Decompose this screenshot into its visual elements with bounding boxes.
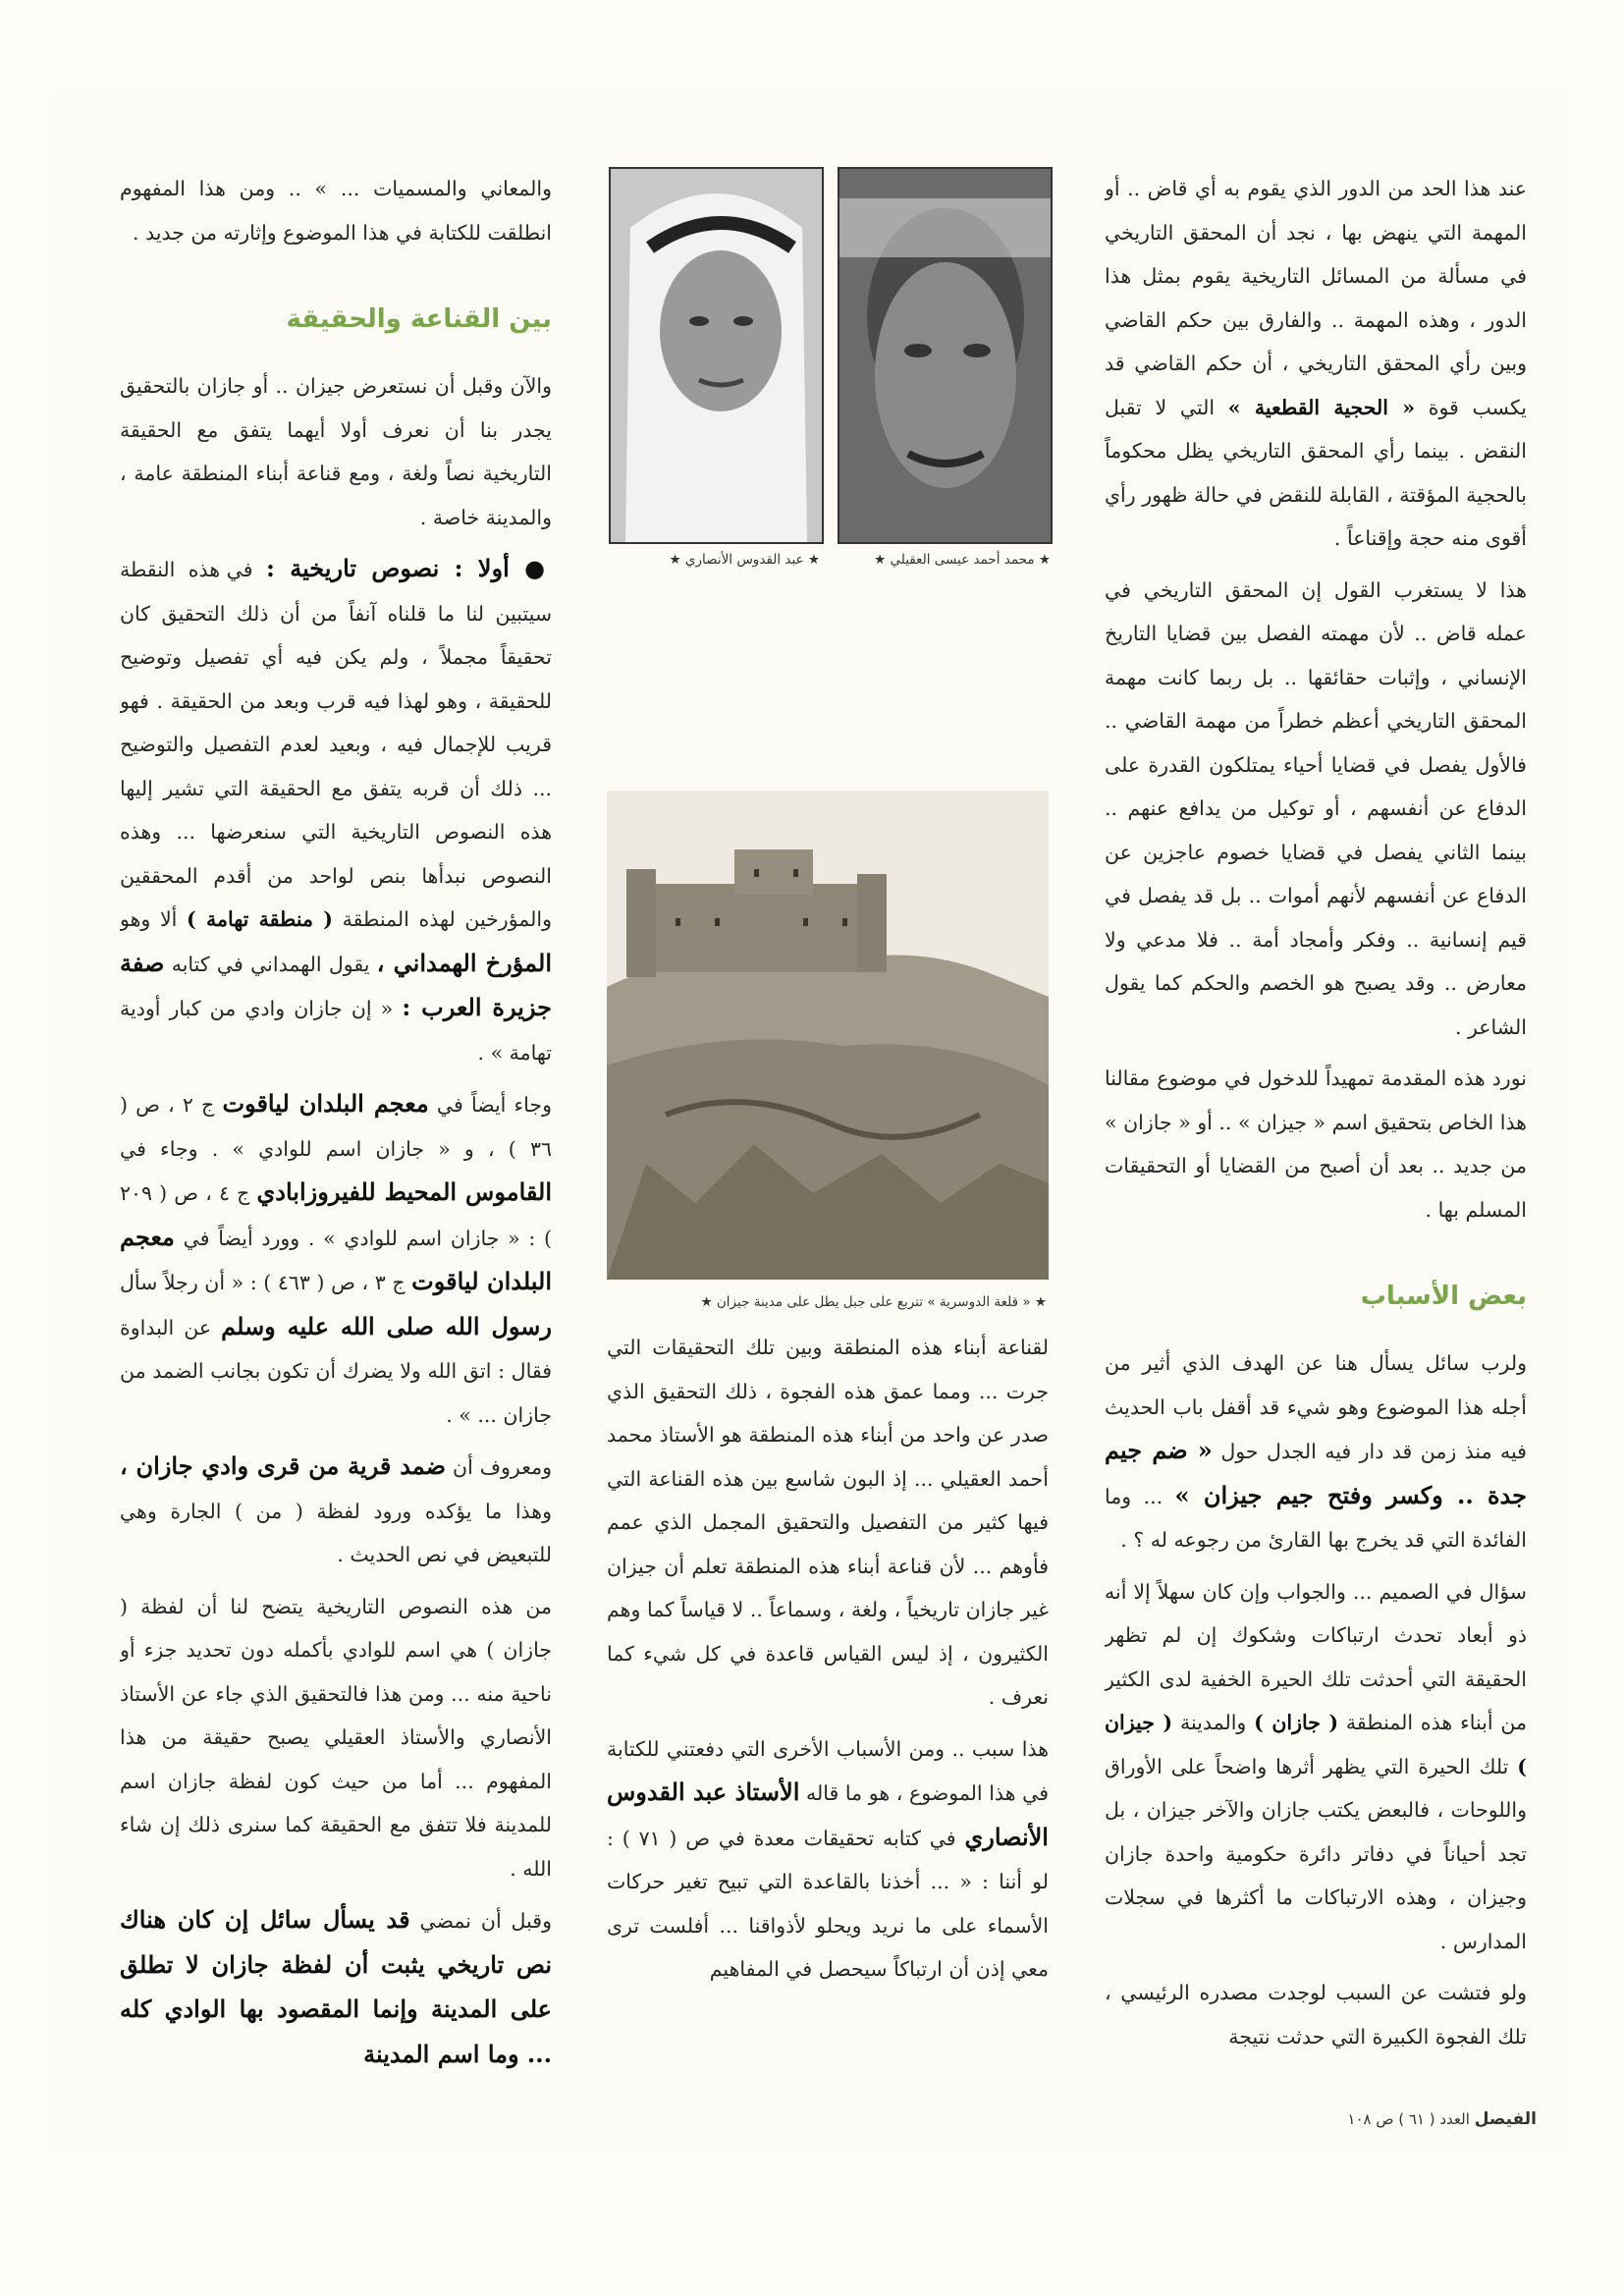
- portrait-photo-aqili: [838, 167, 1053, 544]
- castle-photo: [607, 791, 1049, 1280]
- paragraph: ومعروف أن ضمد قرية من قرى وادي جازان ، وهذا ما يؤكده ورود لفظة ( من ) الجارة وهي للتبعيض في نص الحديث .: [120, 1451, 552, 1566]
- section-heading: بعض الأسباب: [1360, 1282, 1527, 1311]
- portrait-image: [611, 169, 822, 542]
- paragraph: عند هذا الحد من الدور الذي يقوم به أي قاض .. أو المهمة التي ينهض بها ، نجد أن المحقق التاريخي في مسألة من المسائل التاريخية يقوم بمثل هذا الدور ، وهذه المهمة .. والفارق بين حكم القاضي وبين رأي المحقق التاريخي ، أن حكم القاضي قد يكسب قوة « الحجية القطعية » التي لا تقبل النقض . بينما رأي المحقق التاريخي يظل محكوماً بالحجية المؤقتة ، القابلة للنقض في حالة ظهور رأي أقوى منه حجة وإقناعاً .: [1105, 177, 1527, 550]
- paragraph: لقناعة أبناء هذه المنطقة وبين تلك التحقيقات التي جرت ... ومما عمق هذه الفجوة ، ذلك التحقيق الذي صدر عن واحد من أبناء هذه المنطقة هو الأستاذ محمد أحمد العقيلي ... إذ البون شاسع بين هذه القناعة التي فيها كثير من التفصيل والتحقيق المجمل الذي عمم فأوهم ... لأن قناعة أبناء هذه المنطقة تعلم أن جيزان غير جازان تاريخياً ، ولغة ، وسماعاً .. لا قياساً كما وهم الكثيرون ، إذ ليس القياس قاعدة في كل شيء كما نعرف .: [607, 1336, 1049, 1709]
- paragraph: نورد هذه المقدمة تمهيداً للدخول في موضوع مقالنا هذا الخاص بتحقيق اسم « جيزان » .. أو « جازان » من جديد .. بعد أن أصبح من القضايا أو التحقيقات المسلم بها .: [1105, 1066, 1527, 1222]
- castle-image: [607, 791, 1049, 1280]
- caption-photo-aqili: ★ محمد أحمد عيسى العقيلي ★: [874, 552, 1051, 568]
- article-column-right: [1105, 167, 1527, 2092]
- paragraph: من هذه النصوص التاريخية يتضح لنا أن لفظة ( جازان ) هي اسم للوادي بأكمله دون تحديد جزء أو ناحية منه ... ومن هذا فالتحقيق الذي جاء عن الأستاذ الأنصاري والأستاذ العقيلي يصبح حقيقة من هذا المفهوم ... أما من حيث كون لفظة جازان اسم للمدينة فلا تتفق مع الحقيقة كما سنرى ذلك إن شاء الله .: [120, 1594, 552, 1881]
- paragraph: وقبل أن نمضي قد يسأل سائل إن كان هناك نص تاريخي يثبت أن لفظة جازان لا تطلق على المدينة وإنما المقصود بها الوادي كله ... وما اسم المدينة: [120, 1905, 552, 2068]
- section-heading: بين القناعة والحقيقة: [286, 304, 552, 334]
- issue-page-number: العدد ( ٦١ ) ص ١٠٨: [1347, 2110, 1470, 2128]
- paragraph: ولرب سائل يسأل هنا عن الهدف الذي أثير من أجله هذا الموضوع وهو شيء قد أقفل باب الحديث فيه منذ زمن قد دار فيه الجدل حول « ضم جيم جدة .. وكسر وفتح جيم جيزان » ... وما الفائدة التي قد يخرج بها القارئ من رجوعه له ؟ .: [1105, 1351, 1527, 1552]
- paragraph: ● أولا : نصوص تاريخية : في هذه النقطة سيتبين لنا ما قلناه آنفاً من أن ذلك التحقيق كان تحقيقاً مجملاً ، ولم يكن فيه أي تفصيل وتوضيح للحقيقة ، وهو لهذا فيه قرب وبعد من الحقيقة . فهو قريب للإجمال فيه ، وبعيد لعدم التفصيل والتوضيح ... ذلك أن قربه يتفق مع الحقيقة التي تشير إليها هذه النصوص التاريخية التي سنعرضها ... وهذه النصوص نبدأها بنص لواحد من أقدم المحققين والمؤرخين لهذه المنطقة ( منطقة تهامة ) ألا وهو المؤرخ الهمداني ، يقول الهمداني في كتابه صفة جزيرة العرب : « إن جازان وادي من كبار أودية تهامة » .: [120, 554, 552, 1065]
- magazine-logo-text: الفيصل: [1474, 2109, 1537, 2129]
- paragraph: والآن وقبل أن نستعرض جيزان .. أو جازان بالتحقيق يجدر بنا أن نعرف أولا أيهما يتفق مع الحقيقة التاريخية نصاً ولغة ، ومع قناعة أبناء المنطقة عامة ، والمدينة خاصة .: [120, 374, 552, 529]
- paragraph: وجاء أيضاً في معجم البلدان لياقوت ج ٢ ، ص ( ٣٦ ) ، و « جازان اسم للوادي » . وجاء في القاموس المحيط للفيروزابادي ج ٤ ، ص ( ٢٠٩ ) : « جازان اسم للوادي » . وورد أيضاً في معجم البلدان لياقوت ج ٣ ، ص ( ٤٦٣ ) : « أن رجلاً سأل رسول الله صلى الله عليه وسلم عن البداوة فقال : اتق الله ولا يضرك أن تكون بجانب الضمد من جازان ... » .: [120, 1089, 552, 1427]
- portrait-photo-ansari: [609, 167, 824, 544]
- caption-photo-ansari: ★ عبد القدوس الأنصاري ★: [669, 552, 820, 568]
- article-column-left: [120, 167, 552, 2092]
- paragraph: والمعاني والمسميات ... » .. ومن هذا المفهوم انطلقت للكتابة في هذا الموضوع وإثارته من جديد .: [120, 177, 552, 245]
- paragraph: هذا سبب .. ومن الأسباب الأخرى التي دفعتني للكتابة في هذا الموضوع ، هو ما قاله الأستاذ عبد القدوس الأنصاري في كتابه تحقيقات معدة في ص ( ٧١ ) : لو أننا : « ... أخذنا بالقاعدة التي تبيح تغير حركات الأسماء على ما نريد ويحلو لأذواقنا ... أفلست ترى معي إذن أن ارتباكاً سيحصل في المفاهيم: [607, 1736, 1049, 1981]
- page-footer: [1237, 2109, 1537, 2129]
- paragraph: سؤال في الصميم ... والجواب وإن كان سهلاً إلا أنه ذو أبعاد تحدث ارتباكات وشكوك إن لم تظهر الحقيقة التي أحدثت تلك الحيرة الخفية لدى الكثير من أبناء هذه المنطقة ( جازان ) والمدينة ( جيزان ) تلك الحيرة التي يظهر أثرها واضحاً على الأوراق واللوحات ، فالبعض يكتب جازان والآخر جيزان ، بل تجد أحياناً في دفاتر دائرة حكومية واحدة جازان وجيزان ، وهذه الارتباكات ما أكثرها في سجلات المدارس .: [1105, 1579, 1527, 1953]
- paragraph: ولو فتشت عن السبب لوجدت مصدره الرئيسي ، تلك الفجوة الكبيرة التي حدثت نتيجة: [1105, 1981, 1527, 2049]
- article-column-middle: [607, 1326, 1049, 2092]
- paragraph: هذا لا يستغرب القول إن المحقق التاريخي في عمله قاض .. لأن مهمته الفصل بين قضايا التاريخ الإنساني ، وإثبات حقائقها .. بل ربما كانت مهمة المحقق التاريخي أعظم خطراً من مهمة القاضي .. فالأول يفصل في قضايا أحياء يمتلكون القدرة على الدفاع عن أنفسهم ، أو توكيل من يدافع عنهم .. بينما الثاني يفصل في قضايا خصوم عاجزين عن الدفاع عن أنفسهم لأنهم أموات .. بل قد يفصل في قيم إنسانية .. وفكر وأمجاد أمة .. فلا مدعي ولا معارض .. وقد يصبح هو الخصم والحكم كما يقول الشاعر .: [1105, 577, 1527, 1039]
- portrait-image: [839, 169, 1051, 542]
- caption-castle-photo: ★ « قلعة الدوسرية » تتربع على جبل يطل على مدينة جيزان ★: [700, 1294, 1047, 1310]
